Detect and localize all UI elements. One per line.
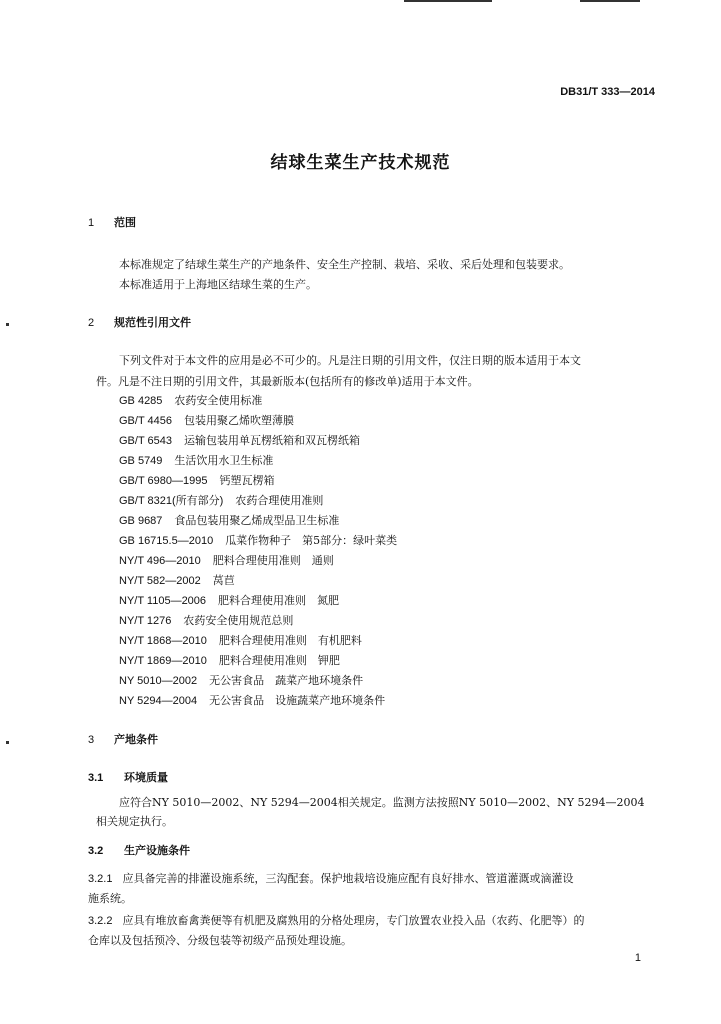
reference-item bbox=[119, 392, 262, 408]
reference-code: GB 5749 bbox=[119, 455, 163, 467]
paragraph-continuation: 仓库以及包括预冷、分级包装等初级产品预处理设施。 bbox=[88, 934, 352, 947]
paragraph: 本标准适用于上海地区结球生菜的生产。 bbox=[119, 278, 317, 291]
reference-code: GB/T 4456 bbox=[119, 415, 172, 427]
section-number: 1 bbox=[88, 217, 95, 229]
section-title: 规范性引用文件 bbox=[114, 316, 191, 329]
reference-item bbox=[119, 532, 397, 548]
reference-item bbox=[119, 492, 323, 508]
subsection-number: 3.2 bbox=[88, 845, 104, 857]
reference-code: NY/T 1869—2010 bbox=[119, 655, 207, 667]
section-title: 范围 bbox=[114, 216, 136, 229]
reference-title: 瓜菜作物种子 第5部分：绿叶菜类 bbox=[225, 534, 398, 547]
reference-code: GB/T 8321(所有部分) bbox=[119, 495, 224, 507]
reference-title: 无公害食品 设施蔬菜产地环境条件 bbox=[209, 694, 386, 707]
reference-title: 无公害食品 蔬菜产地环境条件 bbox=[209, 674, 364, 687]
document-title: 结球生菜生产技术规范 bbox=[270, 153, 451, 173]
reference-item bbox=[119, 552, 334, 568]
subsection-3-2-heading bbox=[88, 842, 190, 858]
clause-number: 3.2.1 bbox=[88, 873, 113, 885]
reference-item bbox=[119, 452, 273, 468]
section-number: 3 bbox=[88, 734, 95, 746]
clause-3-2-1 bbox=[88, 870, 573, 886]
reference-item bbox=[119, 692, 385, 708]
paragraph: 应符合NY 5010—2002、NY 5294—2004相关规定。监测方法按照NY 5010—2002、NY 5294—2004 bbox=[119, 796, 645, 809]
reference-title: 莴苣 bbox=[212, 574, 235, 587]
reference-code: NY/T 1105—2006 bbox=[119, 595, 207, 607]
reference-item bbox=[119, 592, 339, 608]
reference-item bbox=[119, 432, 360, 448]
reference-item bbox=[119, 572, 235, 588]
reference-code: NY/T 1276 bbox=[119, 615, 172, 627]
reference-title: 包装用聚乙烯吹塑薄膜 bbox=[184, 414, 294, 427]
scan-dot-1 bbox=[6, 323, 9, 326]
reference-title: 肥料合理使用准则 氮肥 bbox=[218, 594, 340, 607]
section-2-heading bbox=[88, 314, 191, 330]
subsection-number: 3.1 bbox=[88, 772, 104, 784]
reference-code: NY/T 1868—2010 bbox=[119, 635, 207, 647]
reference-code: GB/T 6980—1995 bbox=[119, 475, 208, 487]
reference-code: NY/T 496—2010 bbox=[119, 555, 201, 567]
paragraph-continuation: 相关规定执行。 bbox=[96, 815, 173, 828]
reference-title: 农药合理使用准则 bbox=[235, 494, 324, 507]
reference-code: GB/T 6543 bbox=[119, 435, 172, 447]
reference-code: GB 4285 bbox=[119, 395, 163, 407]
section-number: 2 bbox=[88, 317, 95, 329]
paragraph-continuation: 施系统。 bbox=[88, 892, 132, 905]
reference-item bbox=[119, 612, 293, 628]
section-3-heading bbox=[88, 731, 158, 747]
reference-item bbox=[119, 472, 274, 488]
reference-title: 肥料合理使用准则 钾肥 bbox=[218, 654, 340, 667]
scan-mark-top-2 bbox=[580, 0, 640, 2]
reference-title: 食品包装用聚乙烯成型品卫生标准 bbox=[174, 514, 340, 527]
subsection-title: 生产设施条件 bbox=[124, 844, 190, 857]
reference-title: 生活饮用水卫生标准 bbox=[174, 454, 274, 467]
reference-title: 运输包装用单瓦楞纸箱和双瓦楞纸箱 bbox=[184, 434, 360, 447]
reference-code: GB 16715.5—2010 bbox=[119, 535, 214, 547]
subsection-title: 环境质量 bbox=[124, 771, 168, 784]
reference-title: 肥料合理使用准则 通则 bbox=[212, 554, 334, 567]
reference-item bbox=[119, 512, 339, 528]
reference-item bbox=[119, 632, 362, 648]
document-number: DB31/T 333—2014 bbox=[560, 86, 655, 98]
reference-item bbox=[119, 652, 340, 668]
reference-title: 钙塑瓦楞箱 bbox=[219, 474, 275, 487]
scan-mark-top-1 bbox=[404, 0, 492, 2]
reference-code: GB 9687 bbox=[119, 515, 163, 527]
reference-code: NY/T 582—2002 bbox=[119, 575, 201, 587]
section-1-heading bbox=[88, 214, 136, 230]
section-title: 产地条件 bbox=[114, 733, 158, 746]
reference-code: NY 5294—2004 bbox=[119, 695, 198, 707]
page-number: 1 bbox=[634, 952, 641, 964]
reference-title: 肥料合理使用准则 有机肥料 bbox=[218, 634, 362, 647]
reference-title: 农药安全使用标准 bbox=[174, 394, 263, 407]
clause-3-2-2 bbox=[88, 912, 584, 928]
clause-text: 应具有堆放畜禽粪便等有机肥及腐熟用的分格处理房，专门放置农业投入品（农药、化肥等）的 bbox=[122, 914, 585, 927]
clause-text: 应具备完善的排灌设施系统，三沟配套。保护地栽培设施应配有良好排水、管道灌溉或滴灌设 bbox=[122, 872, 574, 885]
reference-code: NY 5010—2002 bbox=[119, 675, 198, 687]
paragraph-continuation: 件。凡是不注日期的引用文件，其最新版本(包括所有的修改单)适用于本文件。 bbox=[96, 375, 479, 388]
reference-title: 农药安全使用规范总则 bbox=[183, 614, 294, 627]
scan-dot-2 bbox=[6, 741, 9, 744]
clause-number: 3.2.2 bbox=[88, 915, 113, 927]
paragraph: 下列文件对于本文件的应用是必不可少的。凡是注日期的引用文件，仅注日期的版本适用于本文 bbox=[119, 354, 581, 367]
reference-item bbox=[119, 412, 294, 428]
reference-item bbox=[119, 672, 363, 688]
subsection-3-1-heading bbox=[88, 769, 168, 785]
paragraph: 本标准规定了结球生菜生产的产地条件、安全生产控制、栽培、采收、采后处理和包装要求。 bbox=[119, 258, 570, 271]
